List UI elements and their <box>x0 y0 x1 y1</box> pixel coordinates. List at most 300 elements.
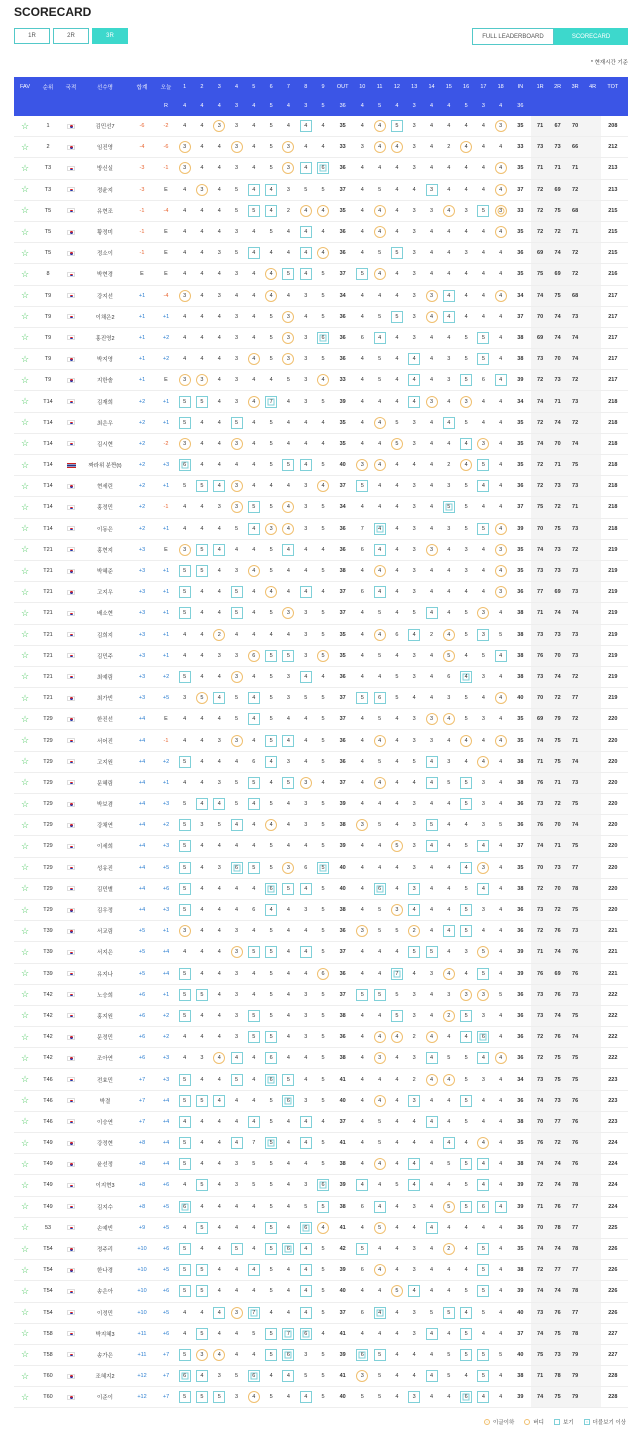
favorite-star-icon[interactable]: ☆ <box>20 819 30 830</box>
player-name[interactable]: 박혜준 <box>97 569 113 576</box>
score-value: 5 <box>464 610 468 617</box>
favorite-star-icon[interactable]: ☆ <box>20 840 30 851</box>
hole-score <box>492 1112 509 1132</box>
player-name[interactable]: 서어진 <box>97 738 113 745</box>
score-value: 4 <box>360 610 364 617</box>
hole-score <box>262 370 279 390</box>
player-name[interactable]: 손예빈 <box>97 1225 113 1232</box>
hole-score <box>457 391 474 411</box>
favorite-star-icon[interactable]: ☆ <box>20 141 30 152</box>
favorite-star-icon[interactable]: ☆ <box>20 438 30 449</box>
score-value: 4 <box>481 398 485 405</box>
korea-flag-icon <box>67 865 75 870</box>
nationality-cell <box>60 709 82 729</box>
hole-score <box>406 455 423 475</box>
score-value: 4 <box>460 1031 472 1043</box>
player-name[interactable]: 조아연 <box>97 1056 113 1063</box>
score-value: 3 <box>481 1012 485 1019</box>
player-name[interactable]: 박보겸 <box>97 802 113 809</box>
favorite-star-icon[interactable]: ☆ <box>20 1158 30 1169</box>
hole-score <box>280 1239 297 1259</box>
hole-score <box>440 1260 457 1280</box>
player-name[interactable]: 이준이 <box>97 1395 113 1402</box>
player-total: +4 <box>138 822 146 829</box>
score-value: 5 <box>391 840 403 852</box>
player-name[interactable]: 유지나 <box>97 971 113 978</box>
score-value: 3 <box>235 1394 239 1401</box>
favorite-star-icon[interactable]: ☆ <box>20 184 30 195</box>
out-total: 35 <box>339 207 346 214</box>
in-total: 36 <box>517 1012 524 1019</box>
hole-score <box>211 1303 228 1323</box>
player-name[interactable]: 홍정민 <box>97 505 113 512</box>
hole-score <box>314 1069 331 1089</box>
hole-score <box>228 773 245 793</box>
hole-score <box>193 985 210 1005</box>
round-1-score: 72 <box>531 476 549 496</box>
player-name[interactable]: 김민주 <box>97 653 113 660</box>
favorite-star-icon[interactable]: ☆ <box>20 1074 30 1085</box>
player-name[interactable]: 방신실 <box>97 166 113 173</box>
round-3-score: 72 <box>566 243 584 263</box>
hole-score <box>423 1112 440 1132</box>
favorite-star-icon[interactable]: ☆ <box>20 1285 30 1296</box>
hole-score <box>492 201 509 221</box>
hole-score <box>280 794 297 814</box>
hole-score <box>314 603 331 623</box>
score-value: 4 <box>300 946 312 958</box>
hole-score <box>211 1112 228 1132</box>
player-name[interactable]: 박현경 <box>97 272 113 279</box>
player-name[interactable]: 송가은 <box>97 1352 113 1359</box>
favorite-star-icon[interactable]: ☆ <box>20 311 30 322</box>
player-name[interactable]: 김민선7 <box>95 124 115 131</box>
player-name[interactable]: 이채은2 <box>95 314 115 321</box>
player-name[interactable]: 이지현3 <box>95 1183 115 1190</box>
player-rank: T54 <box>43 1288 53 1295</box>
hole-score <box>492 1281 509 1301</box>
favorite-star-icon[interactable]: ☆ <box>20 1307 30 1318</box>
player-name[interactable]: 이동은 <box>97 526 113 533</box>
favorite-star-icon[interactable]: ☆ <box>20 862 30 873</box>
favorite-star-icon[interactable]: ☆ <box>20 1349 30 1360</box>
score-value: 4 <box>395 504 399 511</box>
score-value: 3 <box>304 907 308 914</box>
player-name[interactable]: 한진선 <box>97 717 113 724</box>
score-value: 4 <box>217 1140 221 1147</box>
favorite-star-icon[interactable]: ☆ <box>20 1328 30 1339</box>
round-2-score: 71 <box>549 455 567 475</box>
player-name[interactable]: 박지혜3 <box>95 1331 115 1338</box>
favorite-star-icon[interactable]: ☆ <box>20 353 30 364</box>
favorite-star-icon[interactable]: ☆ <box>20 1010 30 1021</box>
favorite-star-icon[interactable]: ☆ <box>20 650 30 661</box>
player-name[interactable]: 전효민 <box>97 1077 113 1084</box>
player-name[interactable]: 정윤지 <box>97 187 113 194</box>
hole-score <box>211 1069 228 1089</box>
hole-score <box>245 709 262 729</box>
player-name[interactable]: 정소이 <box>97 251 113 258</box>
hole-score <box>280 921 297 941</box>
score-value: 4 <box>447 907 451 914</box>
hole-score <box>280 1112 297 1132</box>
hole-score <box>388 1239 405 1259</box>
round-1-score: 73 <box>531 900 549 920</box>
hole-score <box>423 964 440 984</box>
hole-score <box>176 900 193 920</box>
score-value: 3 <box>179 374 191 386</box>
score-value: 4 <box>477 883 489 895</box>
hole-score <box>475 794 492 814</box>
favorite-star-icon[interactable]: ☆ <box>20 1116 30 1127</box>
player-rank: T14 <box>43 440 53 447</box>
hole-score <box>193 1281 210 1301</box>
header-par-12: 4 <box>395 103 399 109</box>
player-name[interactable]: 조혜지2 <box>95 1374 115 1381</box>
player-name[interactable]: 박결 <box>99 1098 111 1105</box>
hole-score <box>314 540 331 560</box>
player-name[interactable]: 서교림 <box>97 929 113 936</box>
favorite-star-icon[interactable]: ☆ <box>20 713 30 724</box>
score-value: 6 <box>360 334 364 341</box>
hole-score <box>262 730 279 750</box>
player-name[interactable]: 홍현지 <box>97 547 113 554</box>
score-value: 4 <box>378 1076 382 1083</box>
favorite-star-icon[interactable]: ☆ <box>20 904 30 915</box>
hole-score <box>193 286 210 306</box>
score-value: 4 <box>447 229 451 236</box>
score-value: 4 <box>447 1267 451 1274</box>
player-name[interactable]: 김시현 <box>97 441 113 448</box>
player-name[interactable]: 서지은 <box>97 950 113 957</box>
player-today: +3 <box>162 462 170 469</box>
favorite-star-icon[interactable]: ☆ <box>20 586 30 597</box>
hole-score <box>371 815 388 835</box>
favorite-star-icon[interactable]: ☆ <box>20 247 30 258</box>
hole-score <box>457 900 474 920</box>
hole-score <box>228 858 245 878</box>
player-name[interactable]: 임진영 <box>97 145 113 152</box>
favorite-star-icon[interactable]: ☆ <box>20 544 30 555</box>
favorite-star-icon[interactable]: ☆ <box>20 777 30 788</box>
player-name[interactable]: 박지영 <box>97 357 113 364</box>
round-4-score <box>584 307 602 327</box>
hole-score <box>457 688 474 708</box>
round-1-score: 74 <box>531 1239 549 1259</box>
player-rank: T21 <box>43 610 53 617</box>
scorecard-table <box>14 77 628 1408</box>
nationality-cell <box>60 137 82 157</box>
player-name[interactable]: 문정민 <box>97 1035 113 1042</box>
score-value: 4 <box>217 356 221 363</box>
hole-score <box>228 1175 245 1195</box>
final-total: 226 <box>608 1267 618 1274</box>
score-value: 5 <box>426 819 438 831</box>
hole-score <box>211 1387 228 1407</box>
score-value: 4 <box>286 631 290 638</box>
favorite-star-icon[interactable]: ☆ <box>20 1179 30 1190</box>
round-2-score: 76 <box>549 1027 567 1047</box>
score-value: 4 <box>360 1140 364 1147</box>
score-value: 3 <box>235 165 239 172</box>
score-value: 4 <box>360 885 364 892</box>
hole-score <box>440 328 457 348</box>
hole-score <box>228 476 245 496</box>
round-4-score <box>584 1175 602 1195</box>
score-value: 5 <box>269 334 273 341</box>
in-total: 37 <box>517 313 524 320</box>
full-leaderboard-tab[interactable]: FULL LEADERBOARD <box>472 28 554 45</box>
favorite-star-icon[interactable]: ☆ <box>20 671 30 682</box>
favorite-star-icon[interactable]: ☆ <box>20 883 30 894</box>
favorite-star-icon[interactable]: ☆ <box>20 374 30 385</box>
player-name[interactable]: 이세희 <box>97 844 113 851</box>
favorite-star-icon[interactable]: ☆ <box>20 459 30 470</box>
hole-score <box>211 264 228 284</box>
player-name[interactable]: 황정미 <box>97 230 113 237</box>
favorite-star-icon[interactable]: ☆ <box>20 480 30 491</box>
hole-score <box>228 1133 245 1153</box>
favorite-star-icon[interactable]: ☆ <box>20 989 30 1000</box>
player-total: +3 <box>138 695 146 702</box>
player-name[interactable]: 송은아 <box>97 1289 113 1296</box>
player-name[interactable]: 김재희 <box>97 399 113 406</box>
score-value: 4 <box>231 1052 243 1064</box>
player-name[interactable]: 최예림 <box>97 674 113 681</box>
player-name[interactable]: 유현조 <box>97 208 113 215</box>
favorite-star-icon[interactable]: ☆ <box>20 1370 30 1381</box>
hole-score <box>176 1091 193 1111</box>
final-total: 220 <box>608 801 618 808</box>
player-name[interactable]: 윤선정 <box>97 1162 113 1169</box>
player-rank: 53 <box>44 1224 52 1231</box>
favorite-star-icon[interactable]: ☆ <box>20 332 30 343</box>
player-row <box>14 1197 628 1218</box>
player-name[interactable]: 문혜림 <box>97 780 113 787</box>
hole-score <box>371 794 388 814</box>
favorite-star-icon[interactable]: ☆ <box>20 756 30 767</box>
hole-score <box>406 434 423 454</box>
hole-score <box>193 730 210 750</box>
player-name[interactable]: 한나경 <box>97 1268 113 1275</box>
hole-score <box>297 158 314 178</box>
score-value: 5 <box>447 1055 451 1062</box>
favorite-star-icon[interactable]: ☆ <box>20 1031 30 1042</box>
player-today: E <box>164 546 168 553</box>
favorite-star-icon[interactable]: ☆ <box>20 226 30 237</box>
round-4-score <box>584 836 602 856</box>
score-value: 4 <box>495 226 507 238</box>
player-name[interactable]: 고지우 <box>97 590 113 597</box>
score-value: 4 <box>200 1140 204 1147</box>
hole-score <box>245 307 262 327</box>
player-row <box>14 1324 628 1345</box>
hole-score <box>440 540 457 560</box>
score-value: 5 <box>464 843 468 850</box>
favorite-star-icon[interactable]: ☆ <box>20 607 30 618</box>
favorite-star-icon[interactable]: ☆ <box>20 1222 30 1233</box>
round-tab-2R[interactable]: 2R <box>53 28 89 44</box>
favorite-star-icon[interactable]: ☆ <box>20 205 30 216</box>
player-name[interactable]: 홍지원 <box>97 1013 113 1020</box>
score-value: 3 <box>235 313 239 320</box>
hole-score <box>388 688 405 708</box>
score-value: 4 <box>286 1394 290 1401</box>
player-name[interactable]: 지한솔 <box>97 378 113 385</box>
favorite-star-icon[interactable]: ☆ <box>20 1137 30 1148</box>
hole-score <box>492 582 509 602</box>
scorecard-tab[interactable]: SCORECARD <box>554 28 628 45</box>
player-name[interactable]: 배소현 <box>97 611 113 618</box>
player-name[interactable]: 김우정 <box>97 908 113 915</box>
round-tab-1R[interactable]: 1R <box>14 28 50 44</box>
score-value: 5 <box>460 1158 472 1170</box>
player-name[interactable]: 최가빈 <box>97 696 113 703</box>
hole-score <box>228 1091 245 1111</box>
hole-score <box>492 413 509 433</box>
favorite-star-icon[interactable]: ☆ <box>20 162 30 173</box>
hole-score <box>314 879 331 899</box>
round-tabs <box>14 28 131 44</box>
player-rank: T29 <box>43 801 53 808</box>
score-value: 3 <box>304 822 308 829</box>
favorite-star-icon[interactable]: ☆ <box>20 946 30 957</box>
favorite-star-icon[interactable]: ☆ <box>20 290 30 301</box>
player-name[interactable]: 정주리 <box>97 1247 113 1254</box>
hole-score <box>354 201 371 221</box>
favorite-star-icon[interactable]: ☆ <box>20 1391 30 1402</box>
hole-score <box>423 921 440 941</box>
hole-score <box>193 1048 210 1068</box>
score-value: 4 <box>447 1118 451 1125</box>
favorite-star-icon[interactable]: ☆ <box>20 565 30 576</box>
player-name[interactable]: 짜라위 분짠(t) <box>88 463 122 470</box>
korea-flag-icon <box>67 314 75 319</box>
hole-score <box>492 709 509 729</box>
favorite-star-icon[interactable]: ☆ <box>20 925 30 936</box>
player-name[interactable]: 김희지 <box>97 632 113 639</box>
player-name[interactable]: 노승희 <box>97 992 113 999</box>
score-value: 3 <box>495 120 507 132</box>
favorite-star-icon[interactable]: ☆ <box>20 523 30 534</box>
hole-score <box>440 222 457 242</box>
player-name[interactable]: 고지원 <box>97 759 113 766</box>
hole-score <box>354 328 371 348</box>
favorite-star-icon[interactable]: ☆ <box>20 1052 30 1063</box>
player-name[interactable]: 이정민 <box>97 1310 113 1317</box>
player-name[interactable]: 강채연 <box>97 823 113 830</box>
player-name[interactable]: 최은우 <box>97 420 113 427</box>
hole-score <box>475 286 492 306</box>
hole-score <box>228 243 245 263</box>
player-name[interactable]: 김민별 <box>97 886 113 893</box>
hole-score <box>423 1239 440 1259</box>
hole-score <box>406 180 423 200</box>
hole-score <box>211 137 228 157</box>
favorite-star-icon[interactable]: ☆ <box>20 396 30 407</box>
hole-score <box>423 222 440 242</box>
hole-score <box>475 243 492 263</box>
header-blank <box>584 96 602 116</box>
score-value: 4 <box>252 440 256 447</box>
player-total: +4 <box>138 885 146 892</box>
favorite-star-icon[interactable]: ☆ <box>20 629 30 640</box>
player-name[interactable]: 강정현 <box>97 1141 113 1148</box>
player-name[interactable]: 성유진 <box>97 865 113 872</box>
favorite-star-icon[interactable]: ☆ <box>20 1201 30 1212</box>
favorite-star-icon[interactable]: ☆ <box>20 1243 30 1254</box>
favorite-star-icon[interactable]: ☆ <box>20 1264 30 1275</box>
score-value: 4 <box>183 779 187 786</box>
player-name[interactable]: 홍진영2 <box>95 335 115 342</box>
score-value: 4 <box>460 459 472 471</box>
score-value: 4 <box>499 1394 503 1401</box>
score-value: 4 <box>447 271 451 278</box>
hole-score <box>211 1154 228 1174</box>
player-name[interactable]: 김지수 <box>97 1204 113 1211</box>
favorite-star-icon[interactable]: ☆ <box>20 968 30 979</box>
hole-score <box>492 519 509 539</box>
favorite-star-icon[interactable]: ☆ <box>20 1095 30 1106</box>
player-name[interactable]: 이승연 <box>97 1119 113 1126</box>
hole-score <box>262 1175 279 1195</box>
hole-score <box>297 582 314 602</box>
player-name[interactable]: 현세린 <box>97 484 113 491</box>
score-value: 3 <box>196 374 208 386</box>
hole-score <box>371 497 388 517</box>
hole-score <box>211 476 228 496</box>
score-value: 5 <box>269 928 273 935</box>
player-rank: T60 <box>43 1394 53 1401</box>
favorite-star-icon[interactable]: ☆ <box>20 798 30 809</box>
hole-score <box>354 1366 371 1386</box>
hole-score <box>245 815 262 835</box>
player-name[interactable]: 강지선 <box>97 293 113 300</box>
hole-score <box>440 497 457 517</box>
hole-score <box>492 603 509 623</box>
hole-score <box>388 1218 405 1238</box>
favorite-star-icon[interactable]: ☆ <box>20 417 30 428</box>
score-value: 4 <box>217 440 221 447</box>
score-value: 6 <box>317 1179 329 1191</box>
hole-score <box>475 1154 492 1174</box>
round-tab-3R[interactable]: 3R <box>92 28 128 44</box>
hole-score <box>245 879 262 899</box>
hole-score <box>492 1091 509 1111</box>
score-value: 4 <box>286 568 290 575</box>
player-total: +1 <box>138 334 146 341</box>
favorite-star-icon[interactable]: ☆ <box>20 735 30 746</box>
player-row <box>14 1281 628 1302</box>
favorite-star-icon[interactable]: ☆ <box>20 692 30 703</box>
score-value: 5 <box>321 631 325 638</box>
hole-score <box>176 1048 193 1068</box>
score-value: 5 <box>235 779 239 786</box>
score-value: 5 <box>378 716 382 723</box>
hole-score <box>297 116 314 136</box>
favorite-star-icon[interactable]: ☆ <box>20 120 30 131</box>
favorite-star-icon[interactable]: ☆ <box>20 501 30 512</box>
korea-flag-icon <box>67 1119 75 1124</box>
nationality-cell <box>60 1048 82 1068</box>
score-value: 4 <box>304 1161 308 1168</box>
score-value: 3 <box>304 356 308 363</box>
score-value: 4 <box>321 779 325 786</box>
score-value: 4 <box>252 123 256 130</box>
hole-score <box>440 794 457 814</box>
score-value: 5 <box>179 565 191 577</box>
favorite-star-icon[interactable]: ☆ <box>20 268 30 279</box>
